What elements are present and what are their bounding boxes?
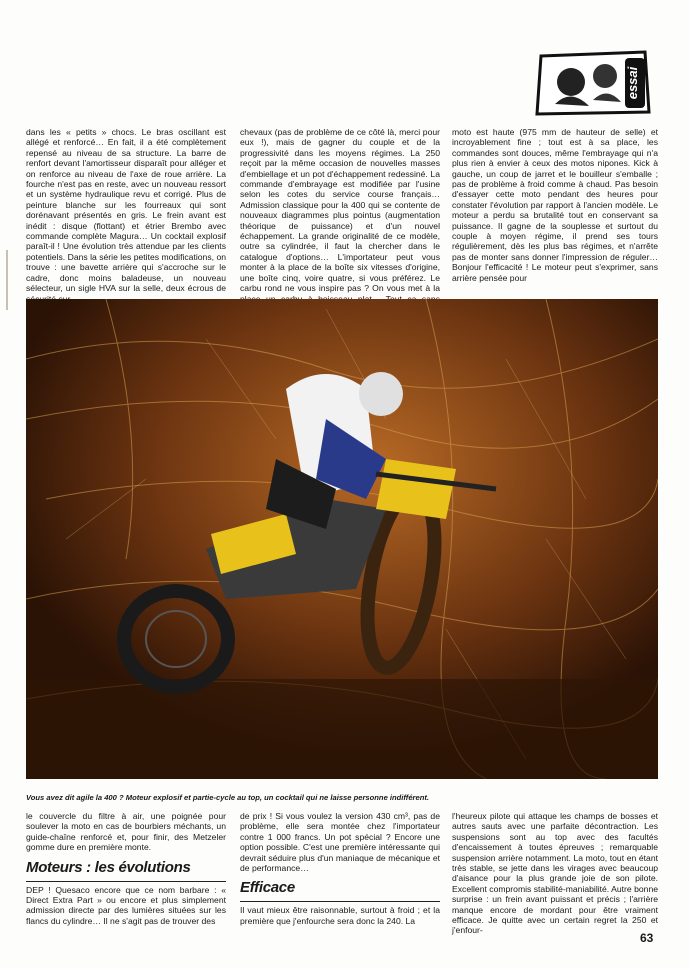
bottom-column-2-body: Il vaut mieux être raisonnable, surtout à froid ; et la première que j'enfourche sera donc la 240. La — [240, 905, 440, 926]
photo-caption: Vous avez dit agile la 400 ? Moteur explosif et partie-cycle au top, un cocktail qui ne laisse personne indifférent. — [26, 793, 429, 802]
section-heading-moteurs: Moteurs : les évolutions — [26, 858, 191, 876]
bottom-column-3-body: l'heureux pilote qui attaque les champs de bosses et autres sauts avec une parfaite décontraction. Les suspensions sont au top avec des facultés d'encaissement à toutes épreuves ; remarquable suspension arrière notamment. La moto, tout en étant très stable, se jette dans les virages avec beaucoup d'aisance pour la plus grande joie de son pilote. Excellent compromis stabilité-maniabilité. Autre bonne surprise : un frein avant puissant et précis ; l'arrière manque encore de mordant pour être vraiment efficace. Je quitte avec un certain regret la 250 et j'enfour- — [452, 811, 658, 936]
bottom-column-1-intro: le couvercle du filtre à air, une poignée pour soulever la moto en cas de bourbiers méchants, un guide-chaîne renforcé et, pour finir, des Metzeler gomme dure en première monte. — [26, 811, 226, 853]
margin-mark — [6, 250, 8, 310]
top-column-3-text: moto est haute (975 mm de hauteur de selle) et incroyablement fine ; tout est à sa place, les commandes sont douces, même l'embrayage qui n'a plus rien à envier à ceux des motos nipones. Kick à gauche, un coup de jarret et le bouilleur s'emballe ; pas de problème à froid comme à chaud. Pas besoin d'essayer cette moto pendant des heures pour constater l'évolution par rapport à l'ancien modèle. Le moteur a perdu sa brutalité tout en conservant sa puissance. Il gagne de la souplesse et surtout du couple à moyen régime, il prend ses tours régulièrement, dès les plus bas régimes, et n'arrête pas de monter sans donner l'impression de réguler… Bonjour l'efficacité ! Le moteur peut s'exprimer, sans arrière pensée pour — [452, 127, 658, 283]
photo-illustration — [26, 299, 658, 779]
top-column-2-text: chevaux (pas de problème de ce côté là, merci pour eux !), mais de gagner du couple et de la progressivité dans les moyens régimes. La 250 reçoit par la même occasion de nouvelles masses d'embiellage et un pot d'échappement redessiné. La commande d'embrayage est modifiée par l'usine selon les cotes du service course français… Admission classique pour la 400 qui se contente de nouveaux diagrammes plus pointus (augmentation théorique de puissance) et d'un nouvel échappement. La grande originalité de ce modèle, outre sa cylindrée, il faut la chercher dans le catalogue d'options… L'importateur peut vous monter à la place de la boîte six vitesses d'origine, une boîte cinq, voire quatre, si vous préférez. Le carbu rond ne vous inspire pas ? On vous met à la — [240, 127, 440, 294]
bottom-column-1-body: DEP ! Quesaco encore que ce nom barbare : « Direct Extra Part » ou encore et plus simplement admission directe par des lumières situées sur les flancs du cylindre… Il ne s'agit pas de trouver des — [26, 884, 226, 926]
heading-rule — [26, 881, 226, 882]
motocross-photo — [26, 299, 658, 779]
top-column-1-text: dans les « petits » chocs. Le bras oscillant est allégé et renforcé… En fait, il a été complètement repensé au niveau de sa structure. La barre de renfort devant l'amortisseur disparaît pour alléger et on renforce au niveau de l'axe de roue arrière. La fourche n'est pas en reste, avec un nouveau ressort et un système hydraulique revu et corrigé. Plus de peinture blanche sur les fourreaux qui sont dorénavant présentés en gris. Le frein avant est inédit : disque (flottant) et étrier Brembo avec commande complète Magura… Un cocktail explosif paraît-il ! Une évolution très attendue par les clients potentiels. Dans la série les petites modifications, on trouve : une bavette arrière qui s'accroche sur le cadre, donc moins baladeuse, un nouveau sélecteur, un sigle HVA sur la selle, deux écrous de — [26, 127, 226, 294]
top-column-2 — [240, 127, 440, 314]
section-heading-efficace: Efficace — [240, 879, 295, 897]
logo-text: essai — [625, 66, 640, 100]
bottom-column-3 — [452, 811, 658, 936]
top-column-3 — [452, 127, 658, 283]
bottom-column-1 — [26, 811, 226, 926]
page-number: 63 — [640, 931, 654, 945]
top-column-1 — [26, 127, 226, 304]
heading-rule — [240, 901, 440, 902]
bottom-column-2-intro: de prix ! Si vous voulez la version 430 cm³, pas de problème, elle sera montée chez l'importateur contre 1 000 francs. Un pot spécial ? Encore une option possible. C'est une première intéressante qui devrait séduire plus d'un maniaque de mécanique et de performance… — [240, 811, 440, 874]
essai-logo — [533, 48, 653, 118]
bottom-column-2 — [240, 811, 440, 926]
